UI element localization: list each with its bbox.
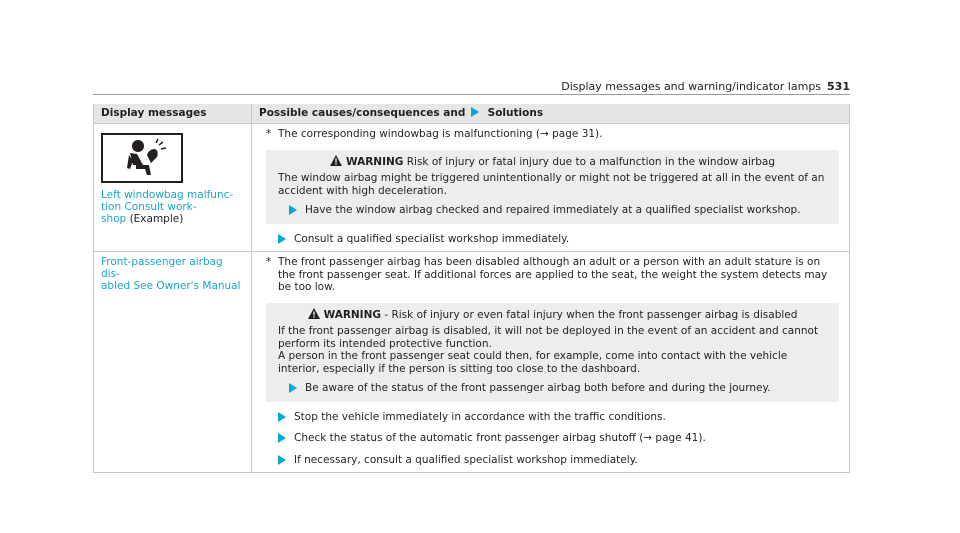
airbag-person-icon (101, 133, 183, 183)
message-front-passenger-airbag-line2: abled See Owner's Manual (101, 280, 241, 292)
header-divider (93, 94, 850, 95)
table-row (94, 123, 849, 251)
solution-item (266, 411, 839, 424)
column-header-causes-label: Possible causes/consequences and (259, 107, 466, 119)
warning-label: WARNING (345, 155, 404, 168)
warning-heading (278, 308, 827, 322)
warning-step (278, 204, 827, 217)
table-row (94, 251, 849, 472)
warning-text: The window airbag might be triggered unintentionally or might not be triggered at all in the event of an accident with high deceleration. (278, 172, 825, 197)
page-number: 531 (827, 80, 850, 93)
arrow-right-icon (278, 433, 286, 443)
warning-heading (278, 155, 827, 169)
solution-text: Check the status of the automatic front passenger airbag shutoff (→ page 41). (294, 432, 706, 444)
arrow-right-icon (289, 383, 297, 393)
display-message-cell (94, 252, 252, 472)
arrow-right-icon (278, 412, 286, 422)
display-message-cell (94, 124, 252, 251)
column-header-solutions-label: Solutions (487, 107, 544, 119)
solution-text: Consult a qualified specialist workshop immediately. (294, 232, 570, 245)
warning-step (278, 382, 827, 395)
table-header-row (94, 104, 849, 123)
cause-item: * The corresponding windowbag is malfunctioning (→ page 31). (266, 128, 603, 140)
column-header-causes-solutions (252, 104, 849, 123)
solution-item (266, 233, 839, 246)
warning-triangle-icon (330, 155, 342, 166)
cause-text: The corresponding windowbag is malfunctioning (→ page 31). (278, 128, 603, 140)
arrow-right-icon (278, 455, 286, 465)
message-left-windowbag-line1: Left windowbag malfunc- (101, 189, 234, 201)
display-messages-table (93, 104, 850, 473)
page-header-title: Display messages and warning/indicator lamps (561, 80, 822, 93)
solution-text: If necessary, consult a qualified specialist workshop immediately. (294, 453, 638, 466)
solution-item (266, 454, 839, 467)
warning-title: Risk of injury or fatal injury due to a malfunction in the window airbag (406, 155, 776, 168)
arrow-right-icon (289, 205, 297, 215)
warning-text: If the front passenger airbag is disabled, it will not be deployed in the event of an accident and cannot perform its intended protective function. (278, 325, 819, 350)
solution-text: Stop the vehicle immediately in accordance with the traffic conditions. (294, 410, 666, 423)
causes-solutions-cell (252, 124, 849, 251)
warning-label: WARNING (323, 308, 381, 321)
solution-item (266, 432, 839, 445)
arrow-right-icon (471, 107, 479, 117)
causes-solutions-cell (252, 252, 849, 472)
warning-step-text: Be aware of the status of the front passenger airbag both before and during the journey. (305, 382, 771, 394)
warning-step-text: Have the window airbag checked and repaired immediately at a qualified specialist workshop. (305, 204, 801, 216)
arrow-right-icon (278, 234, 286, 244)
message-front-passenger-airbag-line1: Front-passenger airbag dis- (101, 256, 223, 280)
page-header (561, 80, 850, 93)
cause-item: * The front passenger airbag has been disabled although an adult or a person with an adult stature is on the front passenger seat. If additional forces are applied to the seat, the weight the system detects may be too low. (266, 256, 839, 294)
cause-text: The front passenger airbag has been disabled although an adult or a person with an adult stature is on the front passenger seat. If additional forces are applied to the seat, the weight the system detects may be too low. (278, 256, 828, 293)
message-left-windowbag-line2: tion Consult work- (101, 201, 197, 213)
message-example-suffix: (Example) (129, 213, 184, 225)
warning-triangle-icon (308, 308, 320, 319)
column-header-display-messages: Display messages (94, 104, 252, 123)
warning-box (266, 303, 839, 402)
message-left-windowbag-line3: shop (101, 213, 127, 225)
warning-box (266, 150, 839, 224)
warning-title: - Risk of injury or even fatal injury when the front passenger airbag is disabled (384, 308, 798, 321)
warning-text: A person in the front passenger seat could then, for example, come into contact with the vehicle interior, especially if the person is sitting too close to the dashboard. (278, 350, 788, 375)
